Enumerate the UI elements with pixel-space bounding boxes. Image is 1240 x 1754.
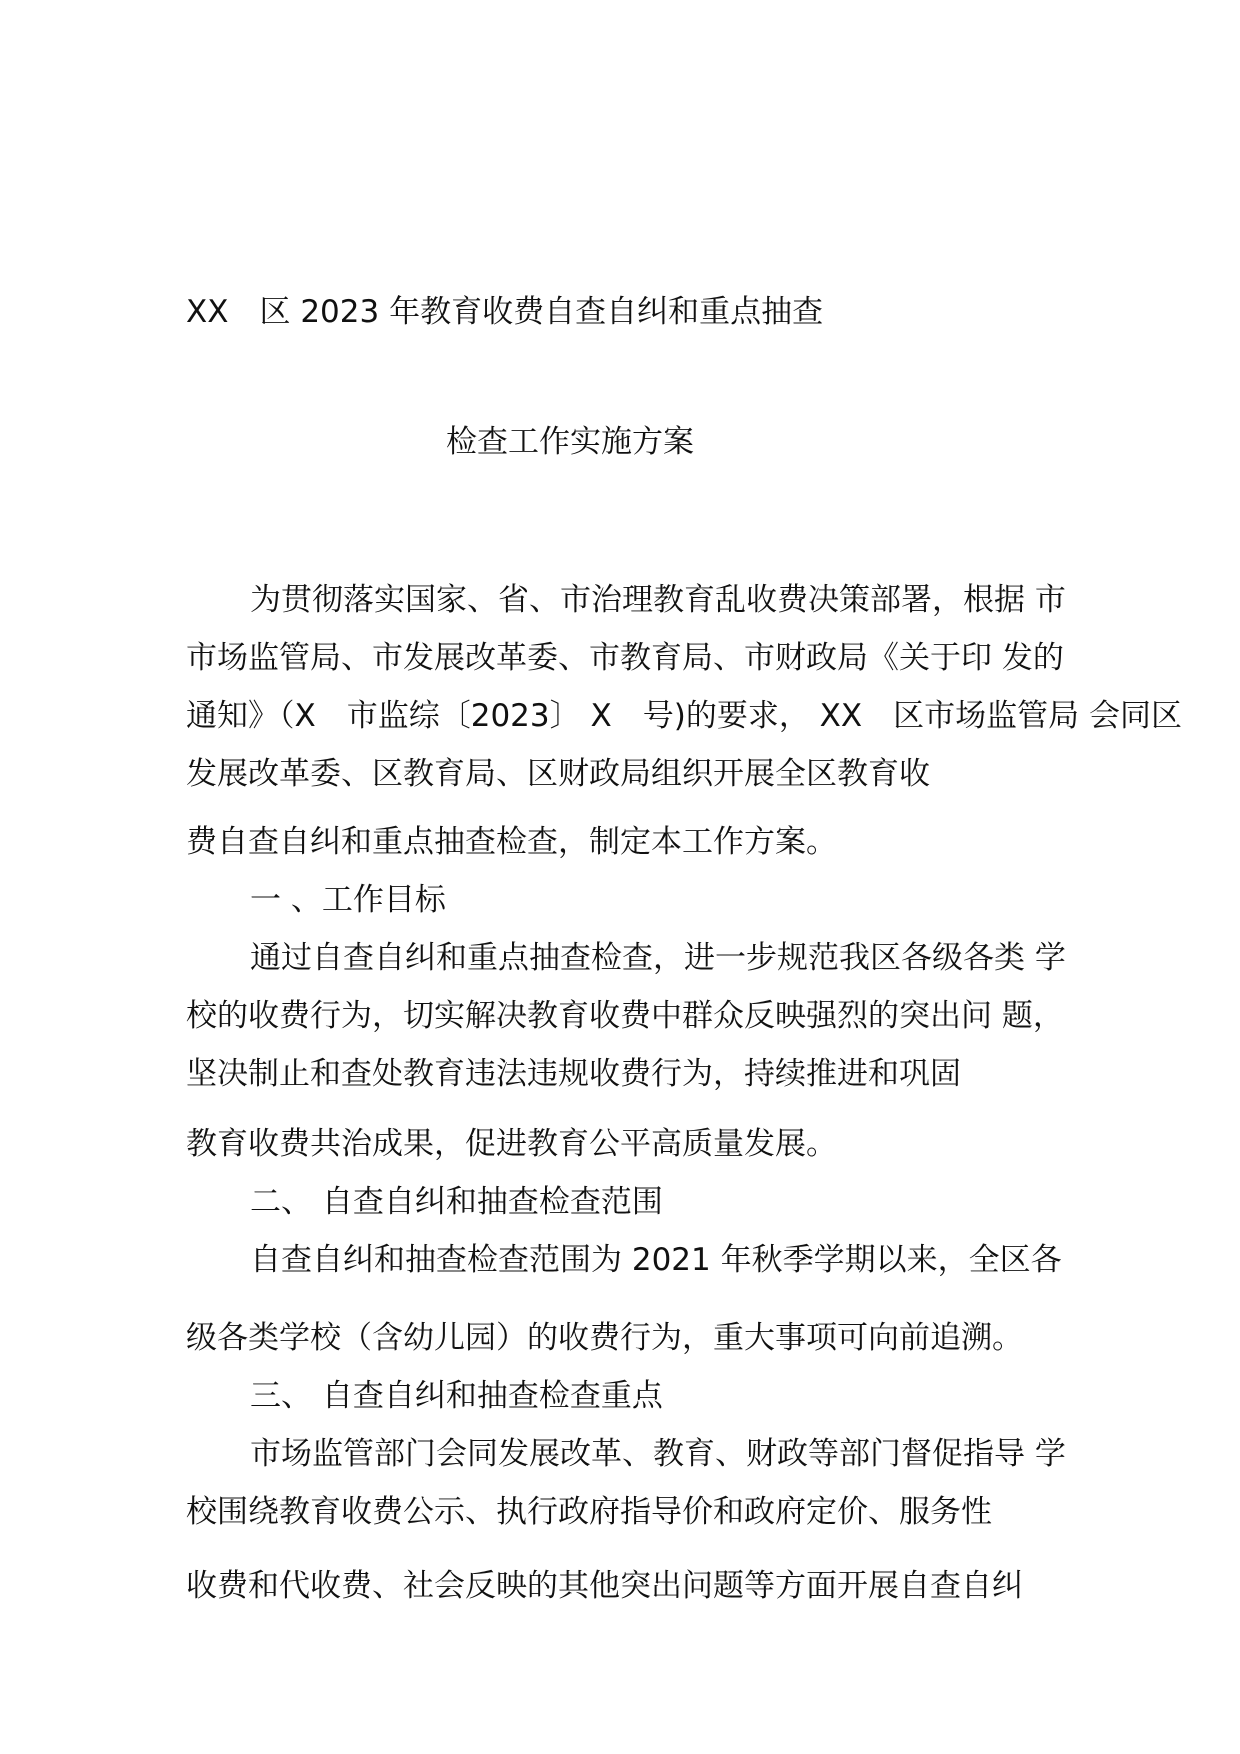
section1-line: 教育收费共治成果，促进教育公平高质量发展。 (186, 1126, 837, 1162)
section1-heading: 一 、工作目标 (250, 882, 446, 918)
document-title-line1: XX 区 2023 年教育收费自查自纠和重点抽查 (186, 294, 824, 330)
section2-line: 自查自纠和抽查检查范围为 2021 年秋季学期以来，全区各 (250, 1242, 1062, 1278)
intro-line: 市场监管局、市发展改革委、市教育局、市财政局《关于印 发的 (186, 640, 1064, 676)
section3-line: 收费和代收费、社会反映的其他突出问题等方面开展自查自纠 (186, 1568, 1023, 1604)
section1-line: 校的收费行为，切实解决教育收费中群众反映强烈的突出问 题， (186, 998, 1064, 1034)
intro-line: 为贯彻落实国家、省、市治理教育乱收费决策部署，根据 市 (250, 582, 1066, 618)
intro-line: 费自查自纠和重点抽查检查，制定本工作方案。 (186, 824, 837, 860)
section1-line: 通过自查自纠和重点抽查检查，进一步规范我区各级各类 学 (250, 940, 1066, 976)
section1-line: 坚决制止和查处教育违法违规收费行为，持续推进和巩固 (186, 1056, 961, 1092)
intro-line: 发展改革委、区教育局、区财政局组织开展全区教育收 (186, 756, 930, 792)
intro-line: 通知》（X 市监综〔2023〕 X 号)的要求， XX 区市场监管局 会同区 (186, 698, 1182, 734)
section3-line: 市场监管部门会同发展改革、教育、财政等部门督促指导 学 (250, 1436, 1066, 1472)
section2-heading: 二、 自查自纠和抽查检查范围 (250, 1184, 663, 1220)
section3-line: 校围绕教育收费公示、执行政府指导价和政府定价、服务性 (186, 1494, 992, 1530)
section2-line: 级各类学校（含幼儿园）的收费行为，重大事项可向前追溯。 (186, 1320, 1023, 1356)
section3-heading: 三、 自查自纠和抽查检查重点 (250, 1378, 663, 1414)
document-title-line2: 检查工作实施方案 (446, 424, 694, 460)
